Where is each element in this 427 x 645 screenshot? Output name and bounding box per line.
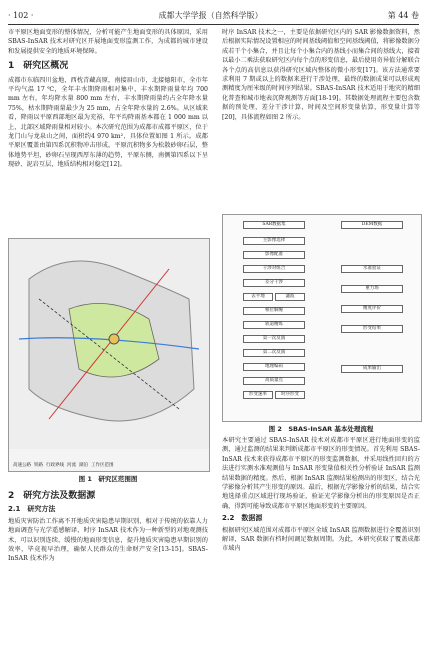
legend-item: 工作区范围 — [91, 463, 114, 468]
legend-item: 行政界线 — [46, 463, 64, 468]
journal-name: 成都大学学报（自然科学版） — [158, 10, 263, 20]
right-column — [222, 28, 420, 122]
figure-1-caption: 图 1 研究区范围图 — [78, 475, 138, 483]
figure-1-map — [8, 238, 210, 472]
figure-2-flowchart — [222, 214, 422, 422]
flow-box: 水准验证 — [341, 265, 403, 273]
map-legend — [13, 462, 205, 468]
right-text-1: 时序 InSAR 技术之一，主要是依据研究区内的 SAR 影像数据资料，然后根据实际情况设置相应的时间基线阈值和空间基线阈值，将影像数据分成若干个小集合，并且让每个小集合内的基线小而集合间的基线大，接着以最小二乘法获取研究区内每个点的形变信息，最后使用奇异值分解联合各个点的高信息以获得研究区域内整体的微小形变[17]。该方法通常要求利用 7 期或以上的数据来进行干涉处理，最终的数据成果可以形成观测精度为厘米级的时间序列结果。SBAS-InSAR 技术适用于地灾的精细化普查和城市地表沉降观测等方面[18-19]。其数据处理流程主要包含数据的预处理，差分干涉计算，时间及空间形变量估算，形变量计算等[20]，具体流程如图 2 所示。 — [222, 29, 420, 121]
flow-box: 去平地 — [243, 293, 273, 301]
section-2-2-text: 根据研究区域范围对成都市平原区全域 InSAR 监测数据进行全覆盖识别解译，SAR 数据有档时间调足数据周期。为此，本研究获取了覆盖成都市域内 — [222, 526, 420, 553]
flow-box: 时序形变 — [275, 391, 305, 399]
legend-item: 河流 — [67, 463, 76, 468]
flow-box: 形变速率 — [243, 391, 273, 399]
legend-item: 湖泊 — [79, 463, 88, 468]
section-2-title: 2 研究方法及数据源 — [8, 491, 96, 501]
legend-item: 铁路 — [34, 463, 43, 468]
flow-box: 主影像选择 — [243, 237, 305, 245]
section-2-1-text: 地质灾害防治工作离不开地质灾害隐患早期识别，相对于传统的依靠人力地面调查与光学遥感解译，时序 InSAR 技术作为一种新型的对地观测技术，可以识别连续、缓慢的地面形变信息，提升地质灾害隐患早期识别的效率，毕竟视早治理，确保人民群众的生命财产安全[13-15]。SBAS-InSAR 技术作为 — [8, 517, 208, 563]
left-column — [8, 28, 208, 170]
running-header — [8, 8, 419, 25]
section-2-2-title: 2.2 数据源 — [222, 514, 263, 523]
map-graphic — [9, 239, 209, 449]
flow-box: 形变结果 — [341, 325, 403, 333]
flow-box: 相位解缠 — [243, 307, 305, 315]
intro-paragraph: 市平原区地面变形的整体情况，分析可能产生地面变形的具体原因，采用 SBAS-InSAR 技术对研究区开展地面变形监测工作，为成都的城市建设和发展提供安全的地质环境保障。 — [8, 29, 208, 55]
flow-box: 重力场 — [341, 285, 403, 293]
flow-box: 地理编码 — [243, 363, 305, 371]
page-number: · 102 · — [8, 10, 34, 20]
section-1-text: 成都市东临四川盆地，西枕青藏高原，南接眉山市，北接德阳市，全市年平均气温 17 ℃，全年丰水期降雨相对集中，丰水期降雨量年均 700 mm 左右，年均降水量 800 mm 左右，丰水期降雨量约占全年降水量75%，枯水期降雨量最少为 25 mm，占全年降水量的 2.6%。从区域来看，降雨以平原西部地区最为充裕，年平均降雨基本都在 1 000 mm 以上，北部区域降雨量相对较小。本次研究范围为成都市成都平原区，位于龙门山与龙泉山之间，面积约4 970 km²，具体位置如图 1 所示。成都平原区覆盖由第四系沉积物冲击形成，平原沉积物多为松散砂卵石层，整体地势平坦，砂卵石呈现西厚东薄的趋势，平原东侧，南侧第四系以下呈现砂、泥岩互层，地质结构相对稳定[12]。 — [8, 76, 208, 169]
flow-box: 影像配准 — [243, 251, 305, 259]
city-marker — [109, 334, 119, 344]
flow-box: 差分干涉 — [243, 279, 305, 287]
right-text-2: 本研究主要通过 SBAS-InSAR 技术对成都市平原区进行地面形变的监测，通过监测的结果来判断成都市平原区的形变情况。首先利用 SBAS-InSAR 技术来获得成都市平原区的形变监测数据，并采用线性回归的方法进行实测水准观测值与 InSAR 形变量值相关性分析验证 InSAR 监测结果数据的精度。然后，根据 InSAR 监测结果检测出的形变区，结合光学影像分析其产生形变的原因。最后，根据光学影像分析的结果，结合实地选择重点区域进行现场验证，验证光学影像分析出的形变原因是否正确，得到可能导致成都市平原区地面形变的主要原因。 — [222, 437, 420, 510]
flow-box: 精度评价 — [341, 305, 403, 313]
figure-2-caption: 图 2 SBAS-InSAR 基本处理流程 — [268, 425, 374, 433]
flow-box: 干涉对组合 — [243, 265, 305, 273]
flow-box: 成果输出 — [341, 365, 403, 373]
volume-label: 第 44 卷 — [387, 10, 419, 20]
flow-box: 轨道精炼 — [243, 321, 305, 329]
flow-box: SAR数据集 — [243, 221, 305, 229]
flow-box: 滤波 — [275, 293, 305, 301]
legend-item: 高速公路 — [13, 463, 31, 468]
left-column-lower — [8, 486, 208, 564]
section-2-1-title: 2.1 研究方法 — [8, 505, 56, 514]
flow-box: 高质量点 — [243, 377, 305, 385]
right-column-lower — [222, 436, 420, 554]
flow-box: 第一次反演 — [243, 335, 305, 343]
flow-box: 第二次反演 — [243, 349, 305, 357]
section-1-title: 1 研究区概况 — [8, 61, 69, 72]
flow-box: DEM数据 — [341, 221, 403, 229]
